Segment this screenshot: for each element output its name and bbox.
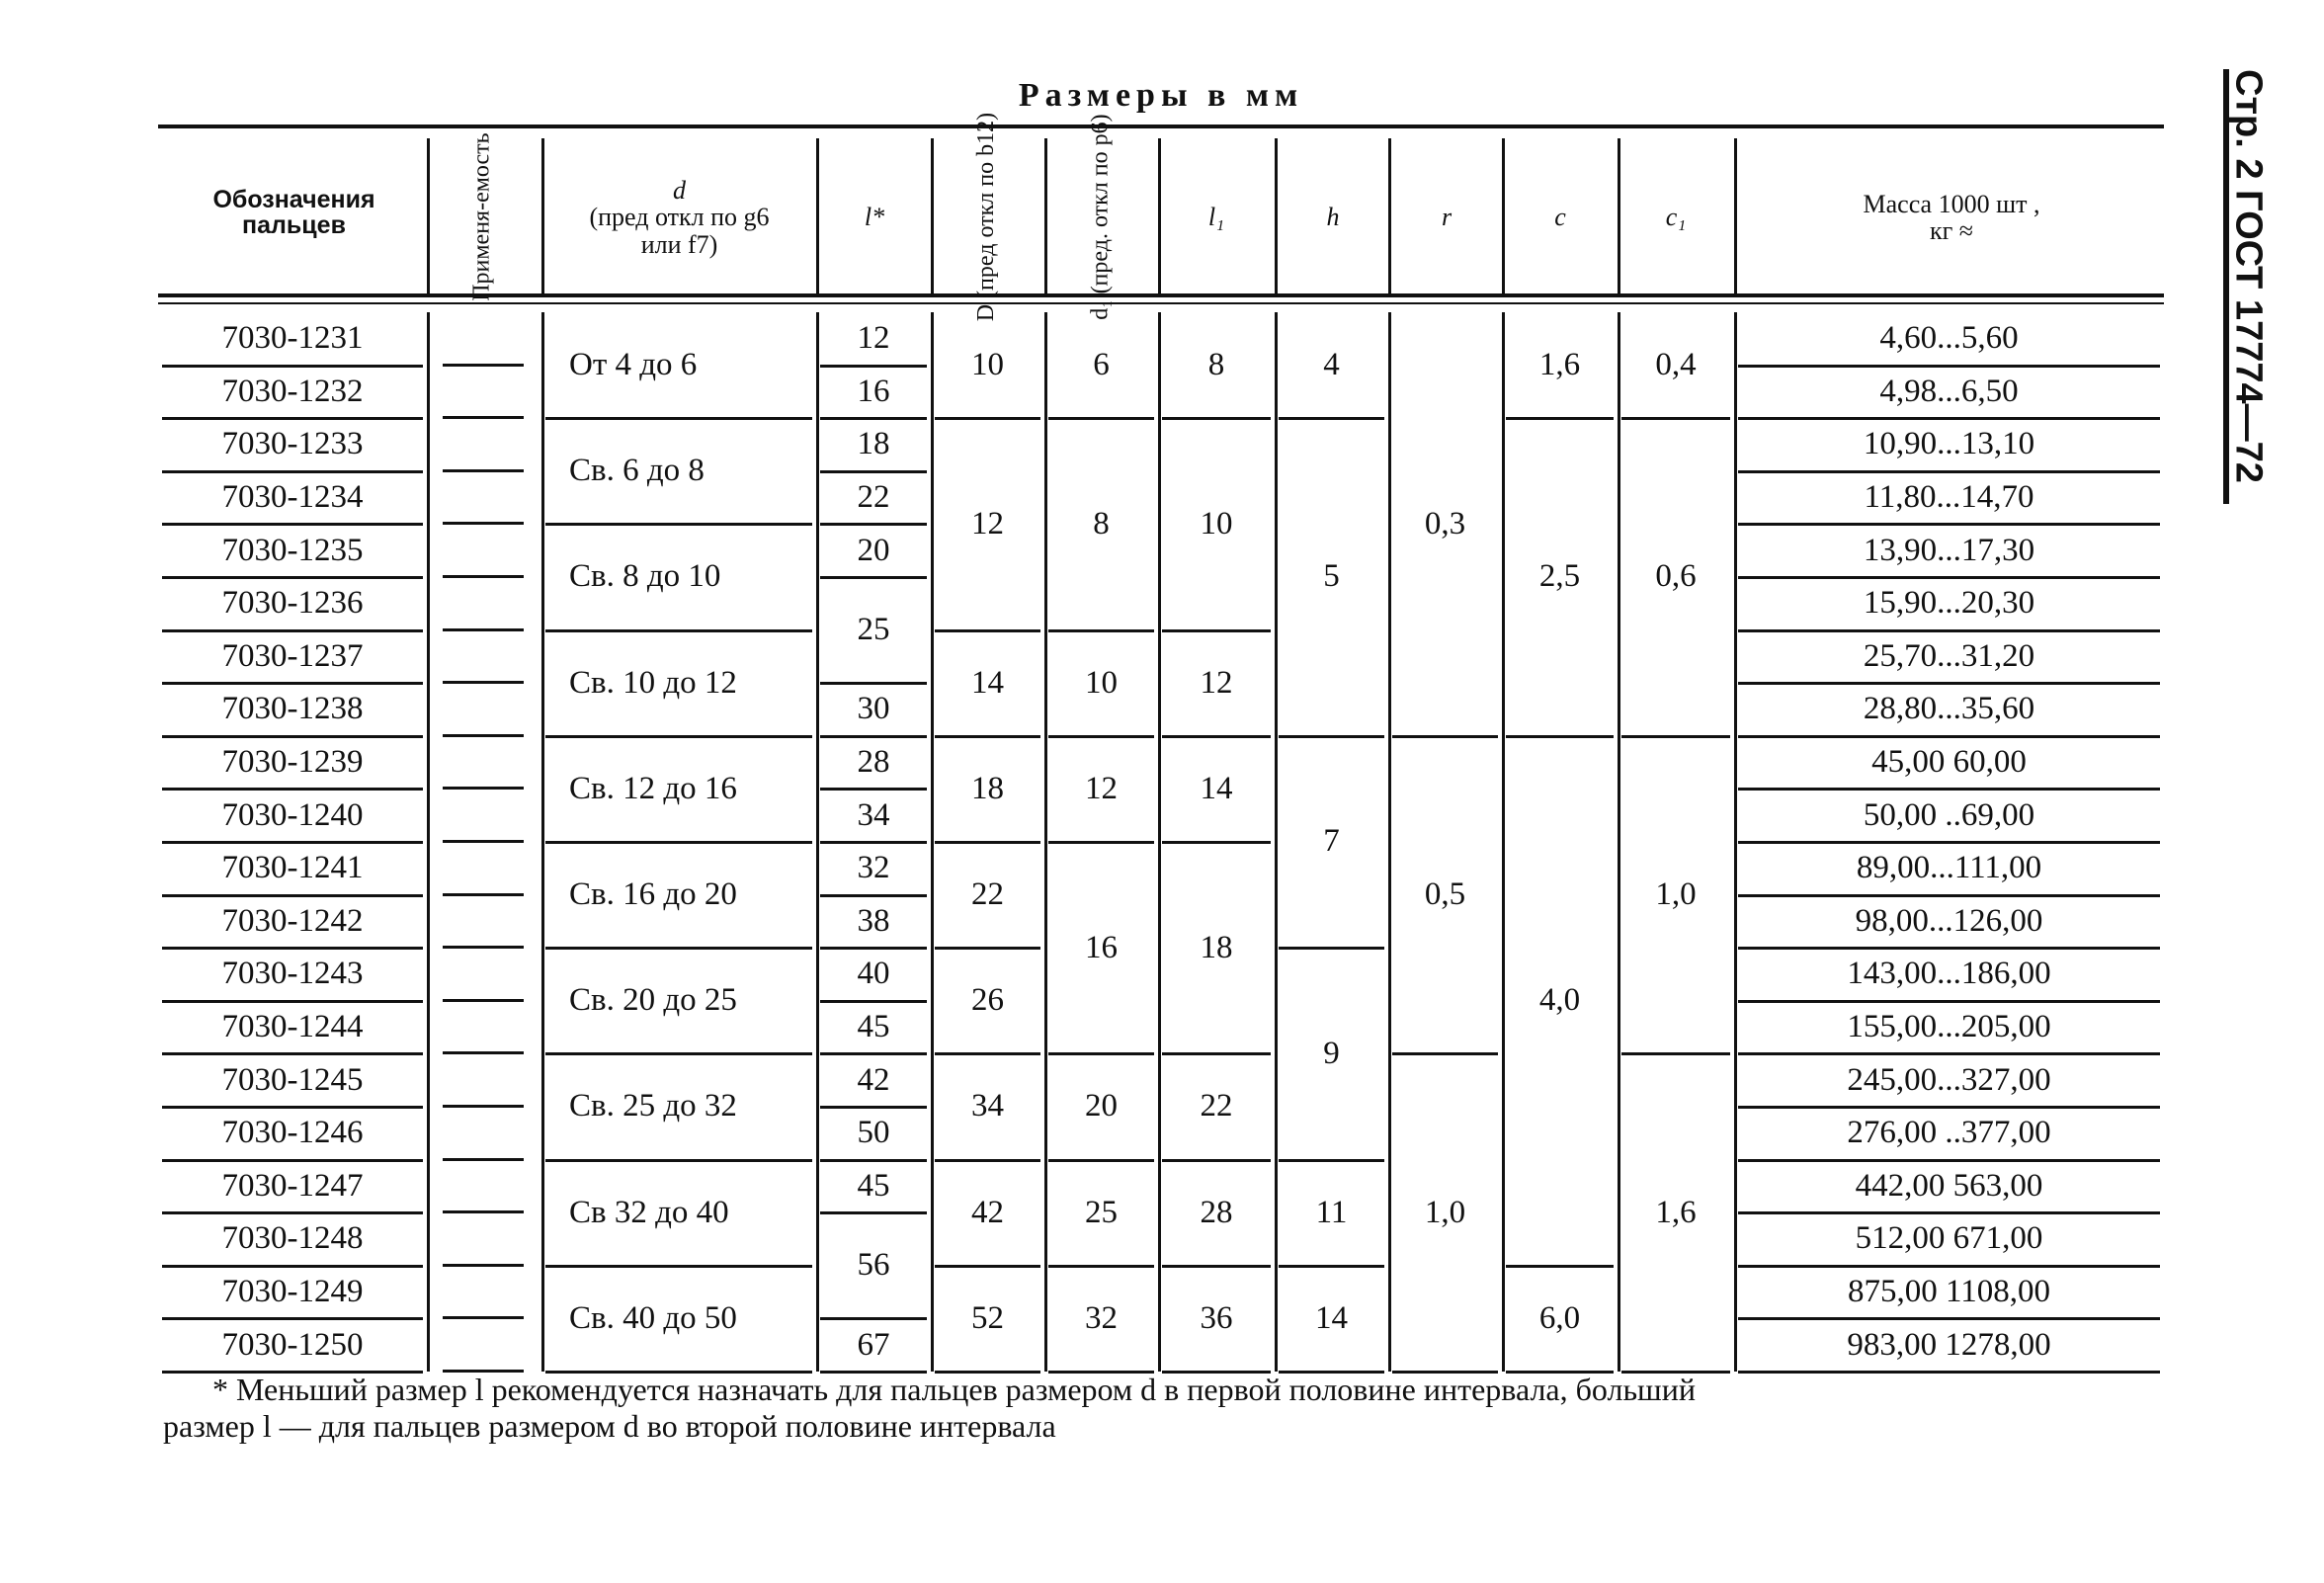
header-D-text: D (пред откл по b12) xyxy=(973,113,1000,322)
table-caption: Размеры в мм xyxy=(1018,77,1304,114)
header-column-separator xyxy=(1158,138,1161,294)
c-cell: 2,5 xyxy=(1538,558,1581,595)
d1-cell: 8 xyxy=(1093,505,1110,542)
h-cell: 4 xyxy=(1323,347,1340,383)
designation-cell: 7030-1240 xyxy=(221,796,364,833)
applicability-dash xyxy=(443,575,524,578)
side-label-text: Стр. 2 ГОСТ 17774—72 xyxy=(2227,69,2270,483)
mass-cell: 983,00 1278,00 xyxy=(1847,1326,2051,1363)
d1-cell: 12 xyxy=(1085,770,1118,806)
applicability-dash xyxy=(443,469,524,472)
applicability-dash xyxy=(443,364,524,367)
header-applicability-text: Применя-емость xyxy=(468,132,495,302)
applicability-dash xyxy=(443,416,524,419)
mass-cell: 143,00...186,00 xyxy=(1847,956,2051,992)
header-h: h xyxy=(1326,203,1340,232)
l-cell: 50 xyxy=(857,1115,890,1151)
header-column-separator xyxy=(931,138,934,294)
c1-cell: 0,4 xyxy=(1655,347,1697,383)
l-cell: 16 xyxy=(857,373,890,409)
header-column-separator xyxy=(1734,138,1737,294)
header-l: l* xyxy=(864,203,885,232)
header-d-note: (пред откл по g6 или f7) xyxy=(589,203,770,259)
l1-cell: 10 xyxy=(1200,505,1233,542)
designation-cell: 7030-1247 xyxy=(221,1167,364,1204)
c1-cell: 0,6 xyxy=(1655,558,1697,595)
d-range-cell: Св. 10 до 12 xyxy=(569,664,737,701)
d1-cell: 20 xyxy=(1085,1088,1118,1125)
h-cell: 5 xyxy=(1323,558,1340,595)
header-r: r xyxy=(1441,203,1452,232)
designation-cell: 7030-1250 xyxy=(221,1326,364,1363)
header-d xyxy=(543,148,815,287)
designation-cell: 7030-1246 xyxy=(221,1115,364,1151)
D-cell: 34 xyxy=(971,1088,1004,1125)
header-D xyxy=(932,113,1042,322)
l-cell: 40 xyxy=(857,956,890,992)
mass-cell: 442,00 563,00 xyxy=(1855,1167,2043,1204)
header-designation: Обозначения пальцев xyxy=(212,185,375,239)
applicability-dash xyxy=(443,1051,524,1054)
D-cell: 14 xyxy=(971,664,1004,701)
header-applicability xyxy=(427,132,538,302)
footnote-line-1: * Меньший размер l рекомендуется назначать для пальцев размером d в первой половине интервала, больший xyxy=(212,1372,1696,1407)
mass-cell: 512,00 671,00 xyxy=(1855,1220,2043,1257)
header-l1: l₁ xyxy=(1207,203,1225,232)
designation-cell: 7030-1244 xyxy=(221,1009,364,1045)
l1-cell: 22 xyxy=(1200,1088,1233,1125)
designation-cell: 7030-1249 xyxy=(221,1274,364,1310)
designation-cell: 7030-1238 xyxy=(221,691,364,727)
applicability-dash xyxy=(443,681,524,684)
header-d-symbol: d xyxy=(673,176,686,206)
d1-cell: 10 xyxy=(1085,664,1118,701)
applicability-dash xyxy=(443,840,524,843)
designation-cell: 7030-1232 xyxy=(221,373,364,409)
D-cell: 26 xyxy=(971,982,1004,1019)
c-cell: 4,0 xyxy=(1538,982,1581,1019)
mass-cell: 155,00...205,00 xyxy=(1847,1009,2051,1045)
c-cell: 6,0 xyxy=(1538,1299,1581,1336)
mass-cell: 276,00 ..377,00 xyxy=(1847,1115,2051,1151)
d-range-cell: Св. 20 до 25 xyxy=(569,982,737,1019)
header-column-separator xyxy=(427,138,430,294)
l-cell: 18 xyxy=(857,426,890,462)
l1-cell: 12 xyxy=(1200,664,1233,701)
header-d1-text: d₁ (пред. откл по p6) xyxy=(1087,114,1114,321)
designation-cell: 7030-1237 xyxy=(221,637,364,674)
d-range-cell: Св. 25 до 32 xyxy=(569,1088,737,1125)
r-cell: 1,0 xyxy=(1424,1194,1466,1230)
header-column-separator xyxy=(1275,138,1278,294)
D-cell: 12 xyxy=(971,505,1004,542)
d-range-cell: Св. 8 до 10 xyxy=(569,558,721,595)
designation-cell: 7030-1245 xyxy=(221,1061,364,1098)
l1-cell: 36 xyxy=(1200,1299,1233,1336)
designation-cell: 7030-1242 xyxy=(221,902,364,939)
header-column-separator xyxy=(1618,138,1620,294)
designation-cell: 7030-1241 xyxy=(221,850,364,886)
header-c: c xyxy=(1554,203,1566,232)
d1-cell: 16 xyxy=(1085,929,1118,965)
l1-cell: 28 xyxy=(1200,1194,1233,1230)
l1-cell: 18 xyxy=(1200,929,1233,965)
mass-cell: 13,90...17,30 xyxy=(1863,532,2035,568)
l1-cell: 8 xyxy=(1207,347,1225,383)
footnote-line-2: размер l — для пальцев размером d во второй половине интервала xyxy=(163,1407,1056,1444)
d1-cell: 6 xyxy=(1093,347,1110,383)
l-cell: 45 xyxy=(857,1009,890,1045)
d-range-cell: От 4 до 6 xyxy=(569,347,698,383)
designation-cell: 7030-1248 xyxy=(221,1220,364,1257)
applicability-dash xyxy=(443,787,524,790)
D-cell: 10 xyxy=(971,347,1004,383)
l-cell: 56 xyxy=(857,1247,890,1284)
D-cell: 18 xyxy=(971,770,1004,806)
r-cell: 0,3 xyxy=(1424,505,1466,542)
l-cell: 12 xyxy=(857,320,890,357)
designation-cell: 7030-1234 xyxy=(221,479,364,516)
l-cell: 34 xyxy=(857,796,890,833)
D-cell: 22 xyxy=(971,876,1004,913)
applicability-dash xyxy=(443,946,524,949)
l-cell: 45 xyxy=(857,1167,890,1204)
l-cell: 67 xyxy=(857,1326,890,1363)
mass-cell: 11,80...14,70 xyxy=(1864,479,2034,516)
h-cell: 11 xyxy=(1315,1194,1348,1230)
header-column-separator xyxy=(816,138,819,294)
header-column-separator xyxy=(1502,138,1505,294)
header-bottom-rule-thin xyxy=(158,302,2164,304)
D-cell: 42 xyxy=(971,1194,1004,1230)
r-cell: 0,5 xyxy=(1424,876,1466,913)
l-cell: 42 xyxy=(857,1061,890,1098)
d1-cell: 25 xyxy=(1085,1194,1118,1230)
applicability-dash xyxy=(443,1210,524,1213)
applicability-dash xyxy=(443,1264,524,1267)
designation-cell: 7030-1236 xyxy=(221,585,364,622)
mass-cell: 15,90...20,30 xyxy=(1863,585,2035,622)
header-column-separator xyxy=(541,138,544,294)
header-mass xyxy=(1739,168,2164,267)
d-range-cell: Св. 6 до 8 xyxy=(569,453,705,489)
mass-cell: 45,00 60,00 xyxy=(1871,744,2027,781)
mass-cell: 10,90...13,10 xyxy=(1863,426,2035,462)
l1-cell: 14 xyxy=(1200,770,1233,806)
d-range-cell: Св 32 до 40 xyxy=(569,1194,729,1230)
header-mass-unit: кг ≈ xyxy=(1929,216,1974,245)
applicability-dash xyxy=(443,893,524,896)
header-column-separator xyxy=(1044,138,1047,294)
l-cell: 20 xyxy=(857,532,890,568)
l-cell: 32 xyxy=(857,850,890,886)
designation-cell: 7030-1243 xyxy=(221,956,364,992)
designation-cell: 7030-1231 xyxy=(221,320,364,357)
d1-cell: 32 xyxy=(1085,1299,1118,1336)
applicability-dash xyxy=(443,999,524,1002)
column-separator xyxy=(427,312,430,1372)
l-cell: 25 xyxy=(857,612,890,648)
applicability-dash xyxy=(443,522,524,525)
d-range-cell: Св. 40 до 50 xyxy=(569,1299,737,1336)
d-range-cell: Св. 12 до 16 xyxy=(569,770,737,806)
l-cell: 30 xyxy=(857,691,890,727)
l-cell: 28 xyxy=(857,744,890,781)
mass-cell: 50,00 ..69,00 xyxy=(1863,796,2035,833)
c-cell: 1,6 xyxy=(1538,347,1581,383)
header-top-rule xyxy=(158,125,2164,128)
mass-cell: 245,00...327,00 xyxy=(1847,1061,2051,1098)
applicability-dash xyxy=(443,1316,524,1319)
mass-cell: 28,80...35,60 xyxy=(1863,691,2035,727)
h-cell: 7 xyxy=(1323,823,1340,860)
mass-cell: 4,98...6,50 xyxy=(1879,373,2019,409)
header-d1 xyxy=(1045,114,1156,321)
designation-cell: 7030-1233 xyxy=(221,426,364,462)
header-mass-title: Масса 1000 шт , xyxy=(1863,189,2040,218)
applicability-dash xyxy=(443,1158,524,1161)
l-cell: 38 xyxy=(857,902,890,939)
applicability-dash xyxy=(443,628,524,631)
mass-cell: 4,60...5,60 xyxy=(1879,320,2019,357)
h-cell: 14 xyxy=(1315,1299,1348,1336)
header-c1: c₁ xyxy=(1665,203,1687,232)
l-cell: 22 xyxy=(857,479,890,516)
mass-cell: 875,00 1108,00 xyxy=(1847,1274,2051,1310)
d-range-cell: Св. 16 до 20 xyxy=(569,876,737,913)
designation-cell: 7030-1235 xyxy=(221,532,364,568)
applicability-dash xyxy=(443,1105,524,1108)
footnote xyxy=(163,1372,2139,1445)
applicability-dash xyxy=(443,734,524,737)
mass-cell: 25,70...31,20 xyxy=(1863,637,2035,674)
c1-cell: 1,0 xyxy=(1655,876,1697,913)
designation-cell: 7030-1239 xyxy=(221,744,364,781)
c1-cell: 1,6 xyxy=(1655,1194,1697,1230)
mass-cell: 89,00...111,00 xyxy=(1856,850,2042,886)
h-cell: 9 xyxy=(1323,1035,1340,1071)
D-cell: 52 xyxy=(971,1299,1004,1336)
mass-cell: 98,00...126,00 xyxy=(1855,902,2043,939)
header-column-separator xyxy=(1388,138,1391,294)
